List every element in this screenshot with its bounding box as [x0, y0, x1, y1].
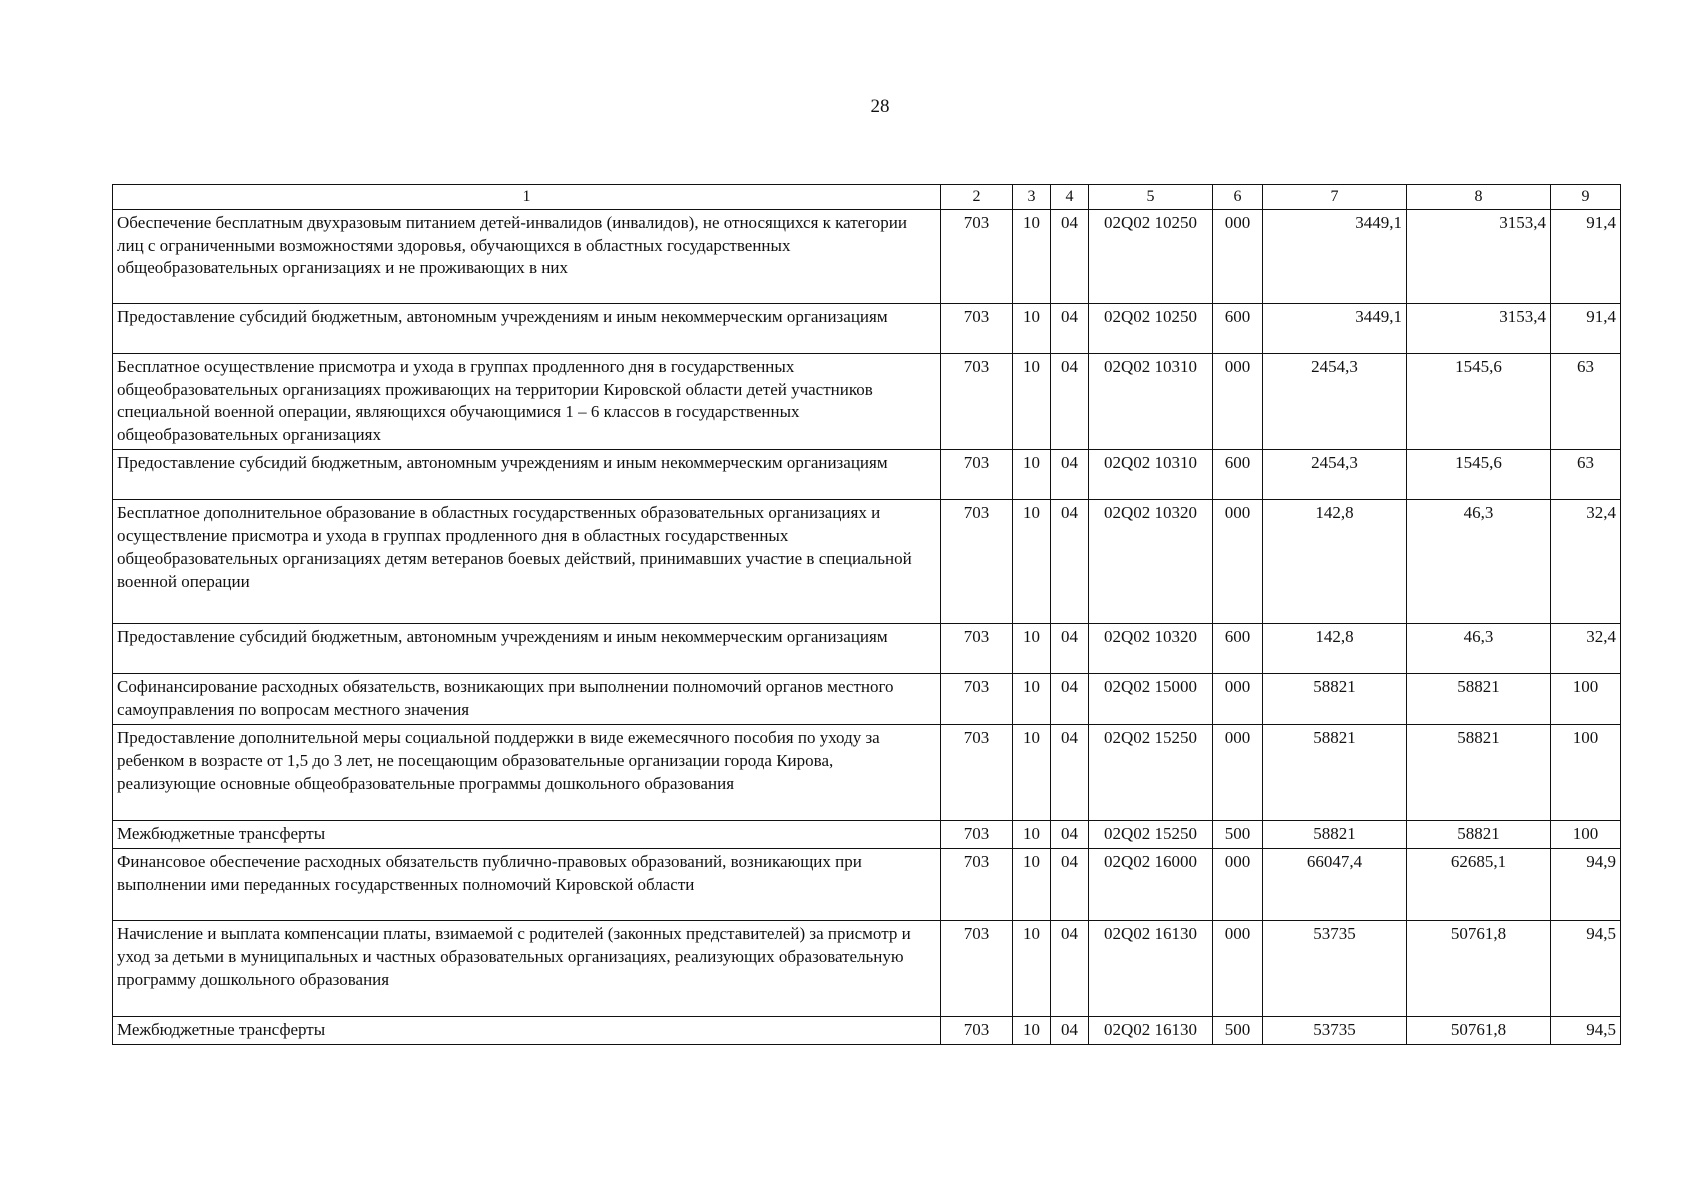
cell-c7: 53735	[1263, 1017, 1407, 1045]
cell-c7: 142,8	[1263, 624, 1407, 674]
cell-c5: 02Q02 16000	[1089, 849, 1213, 921]
cell-c4: 04	[1051, 1017, 1089, 1045]
cell-c4: 04	[1051, 674, 1089, 725]
cell-c5: 02Q02 16130	[1089, 921, 1213, 1017]
cell-c5: 02Q02 16130	[1089, 1017, 1213, 1045]
cell-c9: 32,4	[1551, 500, 1621, 624]
cell-c9: 94,5	[1551, 1017, 1621, 1045]
table-row	[113, 500, 1621, 624]
page-number: 28	[870, 96, 890, 117]
cell-c3: 10	[1013, 821, 1051, 849]
cell-c6: 000	[1213, 725, 1263, 821]
cell-c5: 02Q02 15250	[1089, 821, 1213, 849]
row-name: Бесплатное осуществление присмотра и ухода в группах продленного дня в государственных общеобразовательных организациях проживающих на территории Кировской области детей участников специальной военной операции, являющихся обучающимися 1 – 6 классов в государственных общеобразовательных организациях	[113, 353, 941, 450]
cell-c8: 1545,6	[1407, 353, 1551, 450]
cell-c4: 04	[1051, 450, 1089, 500]
cell-c4: 04	[1051, 725, 1089, 821]
cell-c6: 000	[1213, 849, 1263, 921]
cell-c6: 500	[1213, 821, 1263, 849]
row-name: Обеспечение бесплатным двухразовым питанием детей-инвалидов (инвалидов), не относящихся к категории лиц с ограниченными возможностями здоровья, обучающихся в областных государственных общеобразовательных организациях и не проживающих в них	[113, 209, 941, 303]
cell-c7: 142,8	[1263, 500, 1407, 624]
cell-c5: 02Q02 15000	[1089, 674, 1213, 725]
cell-c4: 04	[1051, 500, 1089, 624]
cell-c2: 703	[941, 450, 1013, 500]
table-row	[113, 821, 1621, 849]
cell-c5: 02Q02 10310	[1089, 450, 1213, 500]
cell-c6: 000	[1213, 209, 1263, 303]
cell-c9: 32,4	[1551, 624, 1621, 674]
row-name: Начисление и выплата компенсации платы, взимаемой с родителей (законных представителей) за присмотр и уход за детьми в муниципальных и частных образовательных организациях, реализующих образовательную программу дошкольного образования	[113, 921, 941, 1017]
cell-c3: 10	[1013, 725, 1051, 821]
cell-c8: 58821	[1407, 725, 1551, 821]
cell-c2: 703	[941, 849, 1013, 921]
cell-c5: 02Q02 10250	[1089, 209, 1213, 303]
cell-c2: 703	[941, 821, 1013, 849]
table-row	[113, 1017, 1621, 1045]
cell-c4: 04	[1051, 921, 1089, 1017]
header-cell: 3	[1013, 185, 1051, 210]
cell-c5: 02Q02 10320	[1089, 624, 1213, 674]
cell-c2: 703	[941, 1017, 1013, 1045]
cell-c6: 600	[1213, 624, 1263, 674]
cell-c2: 703	[941, 674, 1013, 725]
cell-c6: 000	[1213, 674, 1263, 725]
cell-c6: 500	[1213, 1017, 1263, 1045]
cell-c4: 04	[1051, 821, 1089, 849]
cell-c9: 100	[1551, 821, 1621, 849]
row-name: Межбюджетные трансферты	[113, 1017, 941, 1045]
cell-c7: 53735	[1263, 921, 1407, 1017]
table-row	[113, 849, 1621, 921]
table-row	[113, 353, 1621, 450]
row-name: Межбюджетные трансферты	[113, 821, 941, 849]
cell-c8: 1545,6	[1407, 450, 1551, 500]
cell-c3: 10	[1013, 450, 1051, 500]
header-cell: 9	[1551, 185, 1621, 210]
table-row	[113, 725, 1621, 821]
cell-c5: 02Q02 10320	[1089, 500, 1213, 624]
cell-c7: 2454,3	[1263, 353, 1407, 450]
cell-c9: 91,4	[1551, 209, 1621, 303]
row-name: Предоставление дополнительной меры социальной поддержки в виде ежемесячного пособия по уходу за ребенком в возрасте от 1,5 до 3 лет, не посещающим образовательные организации города Кирова, реализующие основные общеобразовательные программы дошкольного образования	[113, 725, 941, 821]
cell-c8: 58821	[1407, 674, 1551, 725]
cell-c5: 02Q02 10310	[1089, 353, 1213, 450]
cell-c7: 3449,1	[1263, 209, 1407, 303]
cell-c7: 58821	[1263, 821, 1407, 849]
cell-c6: 000	[1213, 500, 1263, 624]
cell-c4: 04	[1051, 624, 1089, 674]
table-row	[113, 674, 1621, 725]
table-row	[113, 209, 1621, 303]
row-name: Предоставление субсидий бюджетным, автономным учреждениям и иным некоммерческим организациям	[113, 303, 941, 353]
cell-c4: 04	[1051, 303, 1089, 353]
cell-c6: 000	[1213, 921, 1263, 1017]
cell-c9: 91,4	[1551, 303, 1621, 353]
cell-c3: 10	[1013, 921, 1051, 1017]
row-name: Предоставление субсидий бюджетным, автономным учреждениям и иным некоммерческим организациям	[113, 450, 941, 500]
cell-c2: 703	[941, 303, 1013, 353]
cell-c2: 703	[941, 500, 1013, 624]
header-cell: 8	[1407, 185, 1551, 210]
table-row	[113, 624, 1621, 674]
cell-c6: 600	[1213, 303, 1263, 353]
header-cell: 5	[1089, 185, 1213, 210]
cell-c8: 46,3	[1407, 500, 1551, 624]
cell-c3: 10	[1013, 674, 1051, 725]
cell-c4: 04	[1051, 353, 1089, 450]
cell-c9: 94,5	[1551, 921, 1621, 1017]
header-cell: 6	[1213, 185, 1263, 210]
cell-c3: 10	[1013, 353, 1051, 450]
cell-c6: 000	[1213, 353, 1263, 450]
cell-c8: 3153,4	[1407, 209, 1551, 303]
cell-c2: 703	[941, 209, 1013, 303]
cell-c3: 10	[1013, 1017, 1051, 1045]
cell-c3: 10	[1013, 624, 1051, 674]
cell-c8: 50761,8	[1407, 1017, 1551, 1045]
cell-c2: 703	[941, 624, 1013, 674]
cell-c5: 02Q02 10250	[1089, 303, 1213, 353]
cell-c7: 58821	[1263, 725, 1407, 821]
cell-c7: 2454,3	[1263, 450, 1407, 500]
cell-c9: 94,9	[1551, 849, 1621, 921]
cell-c8: 62685,1	[1407, 849, 1551, 921]
cell-c2: 703	[941, 725, 1013, 821]
row-name: Софинансирование расходных обязательств, возникающих при выполнении полномочий органов местного самоуправления по вопросам местного значения	[113, 674, 941, 725]
budget-table	[112, 184, 1621, 1045]
header-cell: 1	[113, 185, 941, 210]
cell-c3: 10	[1013, 209, 1051, 303]
cell-c4: 04	[1051, 849, 1089, 921]
cell-c9: 63	[1551, 450, 1621, 500]
header-cell: 7	[1263, 185, 1407, 210]
cell-c4: 04	[1051, 209, 1089, 303]
cell-c9: 100	[1551, 725, 1621, 821]
cell-c7: 3449,1	[1263, 303, 1407, 353]
cell-c3: 10	[1013, 303, 1051, 353]
cell-c8: 46,3	[1407, 624, 1551, 674]
row-name: Финансовое обеспечение расходных обязательств публично-правовых образований, возникающих при выполнении ими переданных государственных полномочий Кировской области	[113, 849, 941, 921]
table-row	[113, 921, 1621, 1017]
row-name: Предоставление субсидий бюджетным, автономным учреждениям и иным некоммерческим организациям	[113, 624, 941, 674]
cell-c8: 50761,8	[1407, 921, 1551, 1017]
cell-c3: 10	[1013, 500, 1051, 624]
cell-c3: 10	[1013, 849, 1051, 921]
cell-c2: 703	[941, 921, 1013, 1017]
cell-c6: 600	[1213, 450, 1263, 500]
cell-c9: 63	[1551, 353, 1621, 450]
cell-c7: 66047,4	[1263, 849, 1407, 921]
row-name: Бесплатное дополнительное образование в областных государственных образовательных организациях и осуществление присмотра и ухода в группах продленного дня в областных государственных общеобразовательных организациях детям ветеранов боевых действий, принимавших участие в специальной военной операции	[113, 500, 941, 624]
header-cell: 4	[1051, 185, 1089, 210]
header-cell: 2	[941, 185, 1013, 210]
table-row	[113, 303, 1621, 353]
cell-c5: 02Q02 15250	[1089, 725, 1213, 821]
cell-c8: 3153,4	[1407, 303, 1551, 353]
table-row	[113, 450, 1621, 500]
cell-c8: 58821	[1407, 821, 1551, 849]
cell-c2: 703	[941, 353, 1013, 450]
header-row	[113, 185, 1621, 210]
cell-c9: 100	[1551, 674, 1621, 725]
cell-c7: 58821	[1263, 674, 1407, 725]
